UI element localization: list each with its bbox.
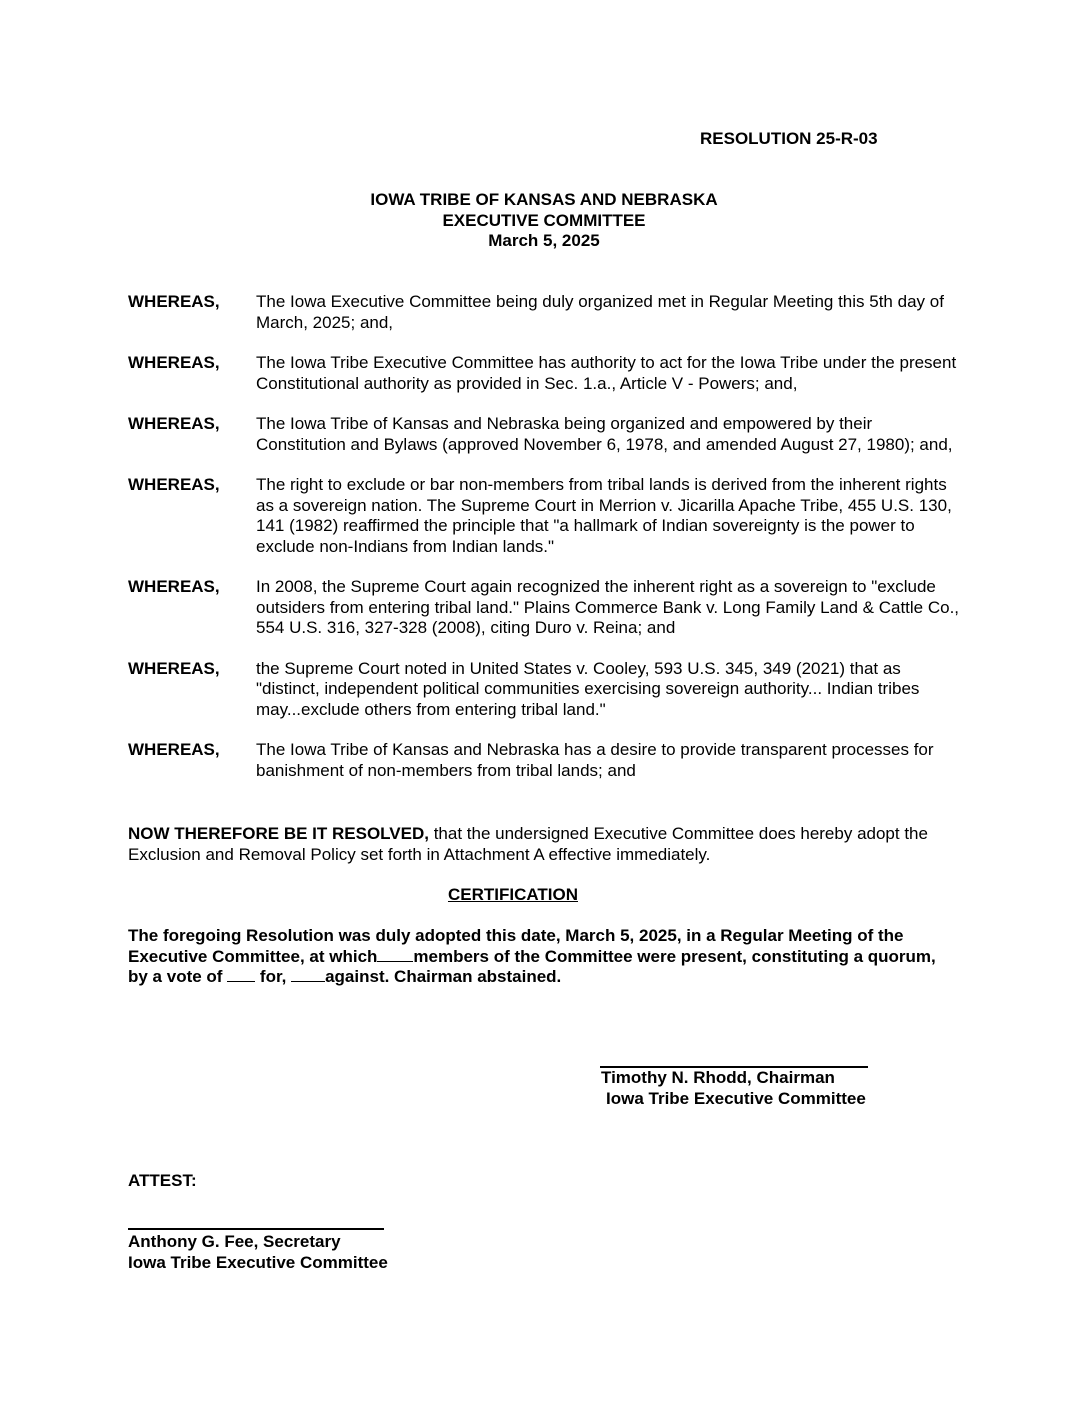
certification-title: CERTIFICATION [447, 885, 578, 904]
secretary-title: Iowa Tribe Executive Committee [128, 1253, 388, 1272]
certification-text-part: members of the Committee were present, constituting a quorum, by a vote of [128, 946, 936, 986]
chairman-title: Iowa Tribe Executive Committee [606, 1089, 866, 1108]
whereas-label: WHEREAS, [128, 740, 220, 759]
whereas-label: WHEREAS, [128, 475, 220, 494]
certification-text-part: The foregoing Resolution was duly adopted this date, March 5, 2025, in a Regular Meeting of the Executive Committee, at which [128, 926, 904, 966]
whereas-text: the Supreme Court noted in United States v. Cooley, 593 U.S. 345, 349 (2021) that as "distinct, independent political communities exercising sovereign authority... Indian tribes may...exclude others from entering tribal land." [256, 658, 920, 719]
whereas-clauses [128, 292, 964, 801]
votes-for-blank [227, 967, 255, 982]
whereas-text: The Iowa Executive Committee being duly organized met in Regular Meeting this 5th day of March, 2025; and, [256, 292, 944, 332]
whereas-label: WHEREAS, [128, 414, 220, 433]
heading-date: March 5, 2025 [488, 231, 600, 250]
secretary-name: Anthony G. Fee, Secretary [128, 1232, 341, 1251]
whereas-text: The Iowa Tribe of Kansas and Nebraska has a desire to provide transparent processes for banishment of non-members from tribal lands; and [256, 740, 934, 780]
heading-committee: EXECUTIVE COMMITTEE [442, 210, 646, 230]
whereas-label: WHEREAS, [128, 658, 220, 678]
whereas-clause [128, 659, 964, 721]
resolved-text: that the undersigned Executive Committee does hereby adopt the Exclusion and Removal Policy set forth in Attachment A effective immediately. [128, 824, 928, 864]
whereas-clause [128, 475, 964, 557]
chairman-name: Timothy N. Rhodd, Chairman [601, 1068, 835, 1087]
resolved-paragraph [128, 824, 948, 865]
whereas-label: WHEREAS, [128, 577, 220, 596]
resolution-number: RESOLUTION 25-R-03 [700, 129, 878, 148]
resolved-lead: NOW THEREFORE BE IT RESOLVED, [128, 824, 429, 843]
whereas-text: In 2008, the Supreme Court again recognized the inherent right as a sovereign to "exclude outsiders from entering tribal land." Plains Commerce Bank v. Long Family Land & Cattle Co., 554 U.S. 316, 327-328 (2008), citing Duro v. Reina; and [256, 577, 960, 637]
whereas-text: The Iowa Tribe of Kansas and Nebraska being organized and empowered by their Constitution and Bylaws (approved November 6, 1978, and amended August 27, 1980); and, [256, 414, 953, 454]
whereas-clause [128, 577, 964, 639]
document-heading [0, 190, 1088, 252]
whereas-text: The right to exclude or bar non-members from tribal lands is derived from the inherent rights as a sovereign nation. The Supreme Court in Merrion v. Jicarilla Apache Tribe, 455 U.S. 130, 141 (1982) reaffirmed the principle that "a hallmark of Indian sovereignty is the power to exclude non-Indians from Indian lands." [256, 475, 952, 556]
whereas-clause [128, 740, 964, 781]
whereas-clause [128, 353, 964, 394]
whereas-clause [128, 414, 964, 455]
whereas-label: WHEREAS, [128, 353, 220, 372]
members-blank [377, 947, 413, 962]
heading-tribe-name: IOWA TRIBE OF KANSAS AND NEBRASKA [370, 190, 718, 209]
whereas-clause [128, 292, 964, 333]
certification-text [128, 926, 958, 988]
secretary-signature-line [128, 1228, 384, 1230]
votes-against-blank [291, 967, 325, 982]
certification-text-part: against. Chairman abstained. [325, 967, 562, 986]
whereas-text: The Iowa Tribe Executive Committee has authority to act for the Iowa Tribe under the present Constitutional authority as provided in Sec. 1.a., Article V - Powers; and, [256, 353, 957, 393]
attest-label: ATTEST: [128, 1171, 197, 1190]
certification-text-part: for, [255, 967, 292, 986]
whereas-label: WHEREAS, [128, 292, 220, 311]
